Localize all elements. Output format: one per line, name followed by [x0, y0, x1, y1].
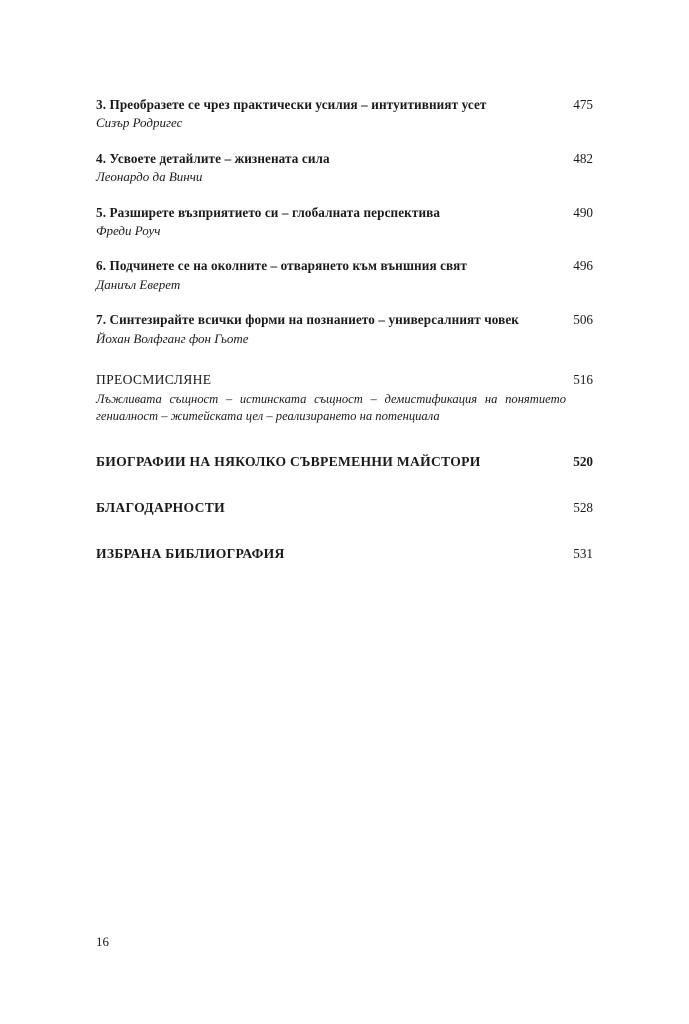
- toc-entry-page: 475: [573, 97, 593, 112]
- toc-entry-title: ИЗБРАНА БИБЛИОГРАФИЯ: [96, 546, 285, 562]
- toc-entry[interactable]: [96, 257, 593, 293]
- toc-entry-author: Леонардо да Винчи: [96, 169, 203, 185]
- toc-entry-subtitle: Лъжливата същност – истинската същност – демистификация на понятието гениалност – житейската цел – реализирането на потенциала: [96, 392, 566, 424]
- toc-entry-page: 520: [573, 454, 593, 470]
- toc-entry[interactable]: [96, 371, 593, 425]
- toc-entry-row: [96, 150, 593, 167]
- toc-entry-page: 482: [573, 150, 593, 166]
- toc-entry-title: 3. Преобразете се чрез практически усилия – интуитивният усет: [96, 97, 487, 112]
- toc-entry-author: Сизър Родригес: [96, 115, 183, 131]
- toc-entry-row: [96, 499, 593, 517]
- toc-entry-author: Даниъл Еверет: [96, 276, 181, 292]
- toc-entry-title: БИОГРАФИИ НА НЯКОЛКО СЪВРЕМЕННИ МАЙСТОРИ: [96, 454, 481, 470]
- toc-entry-page: 528: [573, 500, 593, 516]
- toc-entry-row: [96, 371, 593, 389]
- toc-entry-title: 6. Подчинете се на околните – отварянето към външния свят: [96, 258, 467, 274]
- toc-entry-title: 4. Усвоете детайлите – жизнената сила: [96, 150, 330, 166]
- page-number: 16: [96, 934, 109, 949]
- toc-entry[interactable]: [96, 311, 593, 347]
- toc-entry-page: 516: [573, 372, 593, 388]
- toc-entry-page: 490: [573, 204, 593, 220]
- toc-entry[interactable]: [96, 96, 593, 132]
- toc-entry-row: [96, 311, 593, 328]
- toc-entry-page: 531: [573, 546, 593, 562]
- toc-entry[interactable]: [96, 150, 593, 186]
- toc-entry-title: ПРЕОСМИСЛЯНЕ: [96, 372, 212, 388]
- toc-entry-row: [96, 96, 593, 113]
- toc-entry-row: [96, 545, 593, 563]
- table-of-contents: [96, 96, 593, 563]
- toc-entry[interactable]: [96, 453, 593, 471]
- toc-entry-row: [96, 453, 593, 471]
- toc-entry-page: 506: [573, 312, 593, 328]
- toc-entry[interactable]: [96, 204, 593, 240]
- toc-entry-page: 496: [573, 258, 593, 274]
- toc-entry-title: 5. Разширете възприятието си – глобалната перспектива: [96, 204, 441, 220]
- toc-entry-author: Йохан Волфганг фон Гьоте: [96, 330, 249, 346]
- toc-entry[interactable]: [96, 499, 593, 517]
- toc-entry[interactable]: [96, 545, 593, 563]
- toc-entry-row: [96, 204, 593, 221]
- toc-entry-title: БЛАГОДАРНОСТИ: [96, 500, 225, 516]
- toc-entry-row: [96, 257, 593, 274]
- toc-entry-author: Фреди Роуч: [96, 223, 161, 239]
- toc-entry-title: 7. Синтезирайте всички форми на познанието – универсалният човек: [96, 312, 519, 328]
